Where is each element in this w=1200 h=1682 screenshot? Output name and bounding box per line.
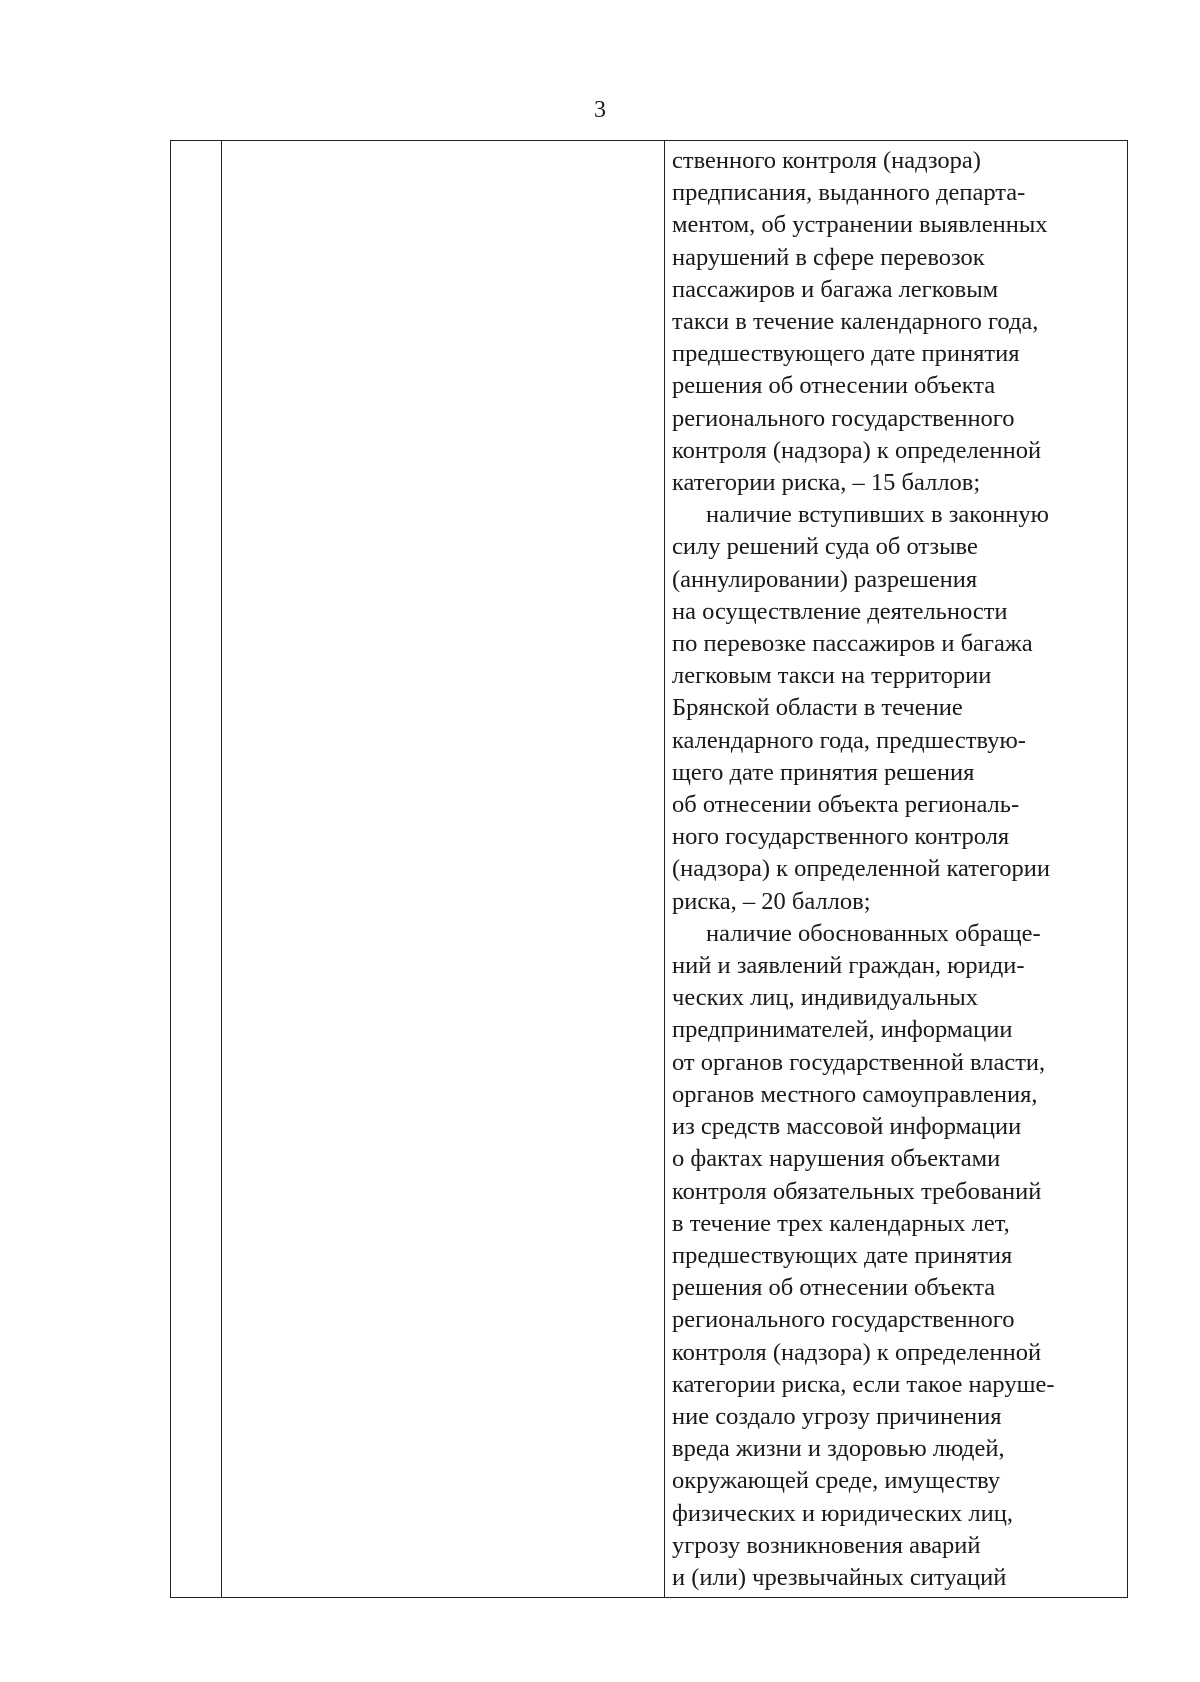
text-line: предшествующего дате принятия bbox=[672, 340, 1020, 368]
text-line: на осуществление деятельности bbox=[672, 597, 1008, 625]
text-line: Брянской области в течение bbox=[672, 694, 963, 722]
text-line: контроля (надзора) к определенной bbox=[672, 436, 1042, 464]
text-line: ний и заявлений граждан, юриди- bbox=[672, 952, 1025, 980]
text-line: пассажиров и багажа легковым bbox=[672, 275, 999, 303]
text-line: категории риска, если такое наруше- bbox=[672, 1370, 1055, 1398]
criteria-table bbox=[170, 140, 1128, 1598]
page-number: 3 bbox=[594, 97, 606, 123]
text-line: контроля обязательных требований bbox=[672, 1177, 1042, 1205]
text-line: риска, – 20 баллов; bbox=[672, 887, 871, 915]
text-line: ственного контроля (надзора) bbox=[672, 147, 981, 174]
text-line: об отнесении объекта региональ- bbox=[672, 791, 1020, 819]
text-line: контроля (надзора) к определенной bbox=[672, 1338, 1042, 1366]
text-line: силу решений суда об отзыве bbox=[672, 533, 978, 561]
text-line: ние создало угрозу причинения bbox=[672, 1402, 1002, 1430]
text-line: решения об отнесении объекта bbox=[672, 372, 996, 400]
text-line: (надзора) к определенной категории bbox=[672, 855, 1050, 883]
risk-criteria-cell bbox=[672, 145, 1124, 1594]
text-line: ческих лиц, индивидуальных bbox=[672, 984, 978, 1012]
text-line: о фактах нарушения объектами bbox=[672, 1145, 1001, 1173]
text-line: в течение трех календарных лет, bbox=[672, 1209, 1010, 1237]
column-divider-2 bbox=[664, 141, 665, 1597]
text-line: органов местного самоуправления, bbox=[672, 1080, 1038, 1108]
text-line: календарного года, предшествую- bbox=[672, 726, 1026, 754]
text-line: нарушений в сфере перевозок bbox=[672, 243, 985, 271]
text-line: решения об отнесении объекта bbox=[672, 1274, 996, 1302]
text-line: ментом, об устранении выявленных bbox=[672, 211, 1048, 239]
text-line: регионального государственного bbox=[672, 1306, 1015, 1334]
text-line: регионального государственного bbox=[672, 404, 1015, 432]
text-line: из средств массовой информации bbox=[672, 1113, 1022, 1141]
text-line: вреда жизни и здоровью людей, bbox=[672, 1435, 1005, 1463]
text-line: легковым такси на территории bbox=[672, 662, 992, 690]
text-line: физических и юридических лиц, bbox=[672, 1499, 1013, 1527]
text-line: категории риска, – 15 баллов; bbox=[672, 469, 981, 497]
paragraph-start-line: наличие вступивших в законную bbox=[706, 501, 1049, 529]
text-line: по перевозке пассажиров и багажа bbox=[672, 630, 1033, 658]
column-divider-1 bbox=[221, 141, 222, 1597]
text-line: ного государственного контроля bbox=[672, 823, 1010, 851]
text-line: угрозу возникновения аварий bbox=[672, 1531, 981, 1559]
text-line: и (или) чрезвычайных ситуаций bbox=[672, 1563, 1007, 1591]
text-line: предпринимателей, информации bbox=[672, 1016, 1013, 1044]
paragraph-start-line: наличие обоснованных обраще- bbox=[706, 919, 1041, 947]
text-line: окружающей среде, имуществу bbox=[672, 1467, 1001, 1495]
text-line: от органов государственной власти, bbox=[672, 1048, 1046, 1076]
text-line: (аннулировании) разрешения bbox=[672, 565, 978, 593]
text-line: предшествующих дате принятия bbox=[672, 1241, 1013, 1269]
text-line: щего дате принятия решения bbox=[672, 758, 975, 786]
text-line: предписания, выданного департа- bbox=[672, 179, 1026, 207]
text-line: такси в течение календарного года, bbox=[672, 308, 1039, 336]
